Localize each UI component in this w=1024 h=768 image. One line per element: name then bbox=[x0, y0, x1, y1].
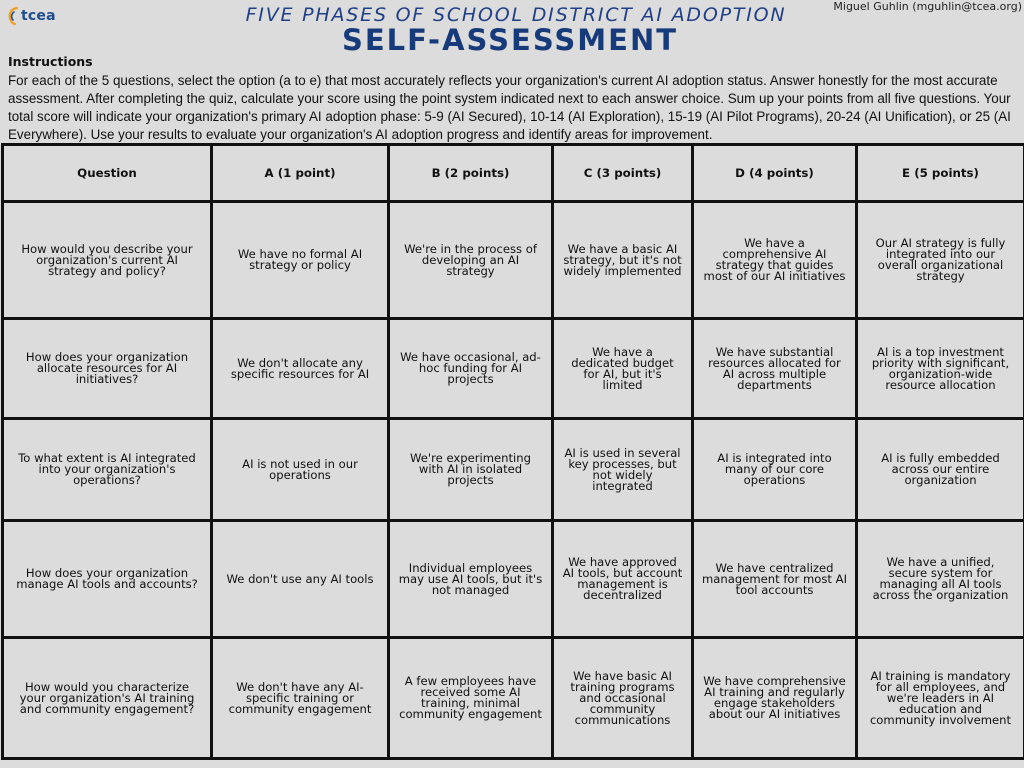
option-b-cell[interactable]: We're in the process of developing an AI strategy bbox=[389, 202, 553, 319]
option-b-cell[interactable]: We have occasional, ad-hoc funding for AI projects bbox=[389, 319, 553, 419]
option-e-cell[interactable]: We have a unified, secure system for managing all AI tools across the organization bbox=[857, 521, 1024, 638]
table-row bbox=[3, 638, 1024, 759]
author-credit: Miguel Guhlin (mguhlin@tcea.org) bbox=[833, 0, 1022, 13]
option-a-cell[interactable]: AI is not used in our operations bbox=[212, 419, 389, 521]
option-b-cell[interactable]: A few employees have received some AI training, minimal community engagement bbox=[389, 638, 553, 759]
header-option-a: A (1 point) bbox=[212, 145, 389, 202]
table-header-row bbox=[3, 145, 1024, 202]
page-title: SELF-ASSESSMENT bbox=[341, 23, 679, 57]
header-option-c: C (3 points) bbox=[553, 145, 693, 202]
option-c-cell[interactable]: We have a basic AI strategy, but it's not widely implemented bbox=[553, 202, 693, 319]
header-option-e: E (5 points) bbox=[857, 145, 1024, 202]
option-e-cell[interactable]: AI is fully embedded across our entire organization bbox=[857, 419, 1024, 521]
option-a-cell[interactable]: We don't have any AI-specific training or community engagement bbox=[212, 638, 389, 759]
header-option-d: D (4 points) bbox=[693, 145, 857, 202]
question-cell: How would you characterize your organization's AI training and community engagement? bbox=[3, 638, 212, 759]
option-b-cell[interactable]: Individual employees may use AI tools, but it's not managed bbox=[389, 521, 553, 638]
option-a-cell[interactable]: We don't allocate any specific resources for AI bbox=[212, 319, 389, 419]
instructions-text: For each of the 5 questions, select the option (a to e) that most accurately reflects your organization's current AI adoption status. Answer honestly for the most accurate assessment. After completing the quiz, calculate your score using the point system indicated next to each answer choice. Sum up your points from all five questions. Your total score will indicate your organization's primary AI adoption phase: 5-9 (AI Secured), 10-14 (AI Exploration), 15-19 (AI Pilot Programs), 20-24 (AI Unification), or 25 (AI Everywhere). Use your results to evaluate your organization's AI adoption progress and identify areas for improvement. bbox=[8, 73, 1011, 142]
option-b-cell[interactable]: We're experimenting with AI in isolated projects bbox=[389, 419, 553, 521]
option-c-cell[interactable]: We have approved AI tools, but account management is decentralized bbox=[553, 521, 693, 638]
option-a-cell[interactable]: We don't use any AI tools bbox=[212, 521, 389, 638]
instructions-heading: Instructions bbox=[8, 54, 93, 69]
option-e-cell[interactable]: Our AI strategy is fully integrated into our overall organizational strategy bbox=[857, 202, 1024, 319]
option-d-cell[interactable]: We have centralized management for most AI tool accounts bbox=[693, 521, 857, 638]
logo-text: tcea bbox=[21, 8, 56, 24]
question-cell: To what extent is AI integrated into your organization's operations? bbox=[3, 419, 212, 521]
option-d-cell[interactable]: We have a comprehensive AI strategy that guides most of our AI initiatives bbox=[693, 202, 857, 319]
assessment-table bbox=[1, 143, 1024, 760]
question-cell: How does your organization allocate resources for AI initiatives? bbox=[3, 319, 212, 419]
option-a-cell[interactable]: We have no formal AI strategy or policy bbox=[212, 202, 389, 319]
page-subtitle: FIVE PHASES OF SCHOOL DISTRICT AI ADOPTION bbox=[245, 4, 787, 26]
option-d-cell[interactable]: We have substantial resources allocated for AI across multiple departments bbox=[693, 319, 857, 419]
option-d-cell[interactable]: We have comprehensive AI training and regularly engage stakeholders about our AI initiatives bbox=[693, 638, 857, 759]
header-option-b: B (2 points) bbox=[389, 145, 553, 202]
option-c-cell[interactable]: We have a dedicated budget for AI, but it's limited bbox=[553, 319, 693, 419]
header-question: Question bbox=[3, 145, 212, 202]
option-d-cell[interactable]: AI is integrated into many of our core operations bbox=[693, 419, 857, 521]
table-row bbox=[3, 202, 1024, 319]
table-row bbox=[3, 419, 1024, 521]
option-c-cell[interactable]: AI is used in several key processes, but not widely integrated bbox=[553, 419, 693, 521]
question-cell: How does your organization manage AI tools and accounts? bbox=[3, 521, 212, 638]
option-e-cell[interactable]: AI is a top investment priority with significant, organization-wide resource allocation bbox=[857, 319, 1024, 419]
table-row bbox=[3, 319, 1024, 419]
option-e-cell[interactable]: AI training is mandatory for all employees, and we're leaders in AI education and community involvement bbox=[857, 638, 1024, 759]
question-cell: How would you describe your organization's current AI strategy and policy? bbox=[3, 202, 212, 319]
table-row bbox=[3, 521, 1024, 638]
option-c-cell[interactable]: We have basic AI training programs and occasional community communications bbox=[553, 638, 693, 759]
